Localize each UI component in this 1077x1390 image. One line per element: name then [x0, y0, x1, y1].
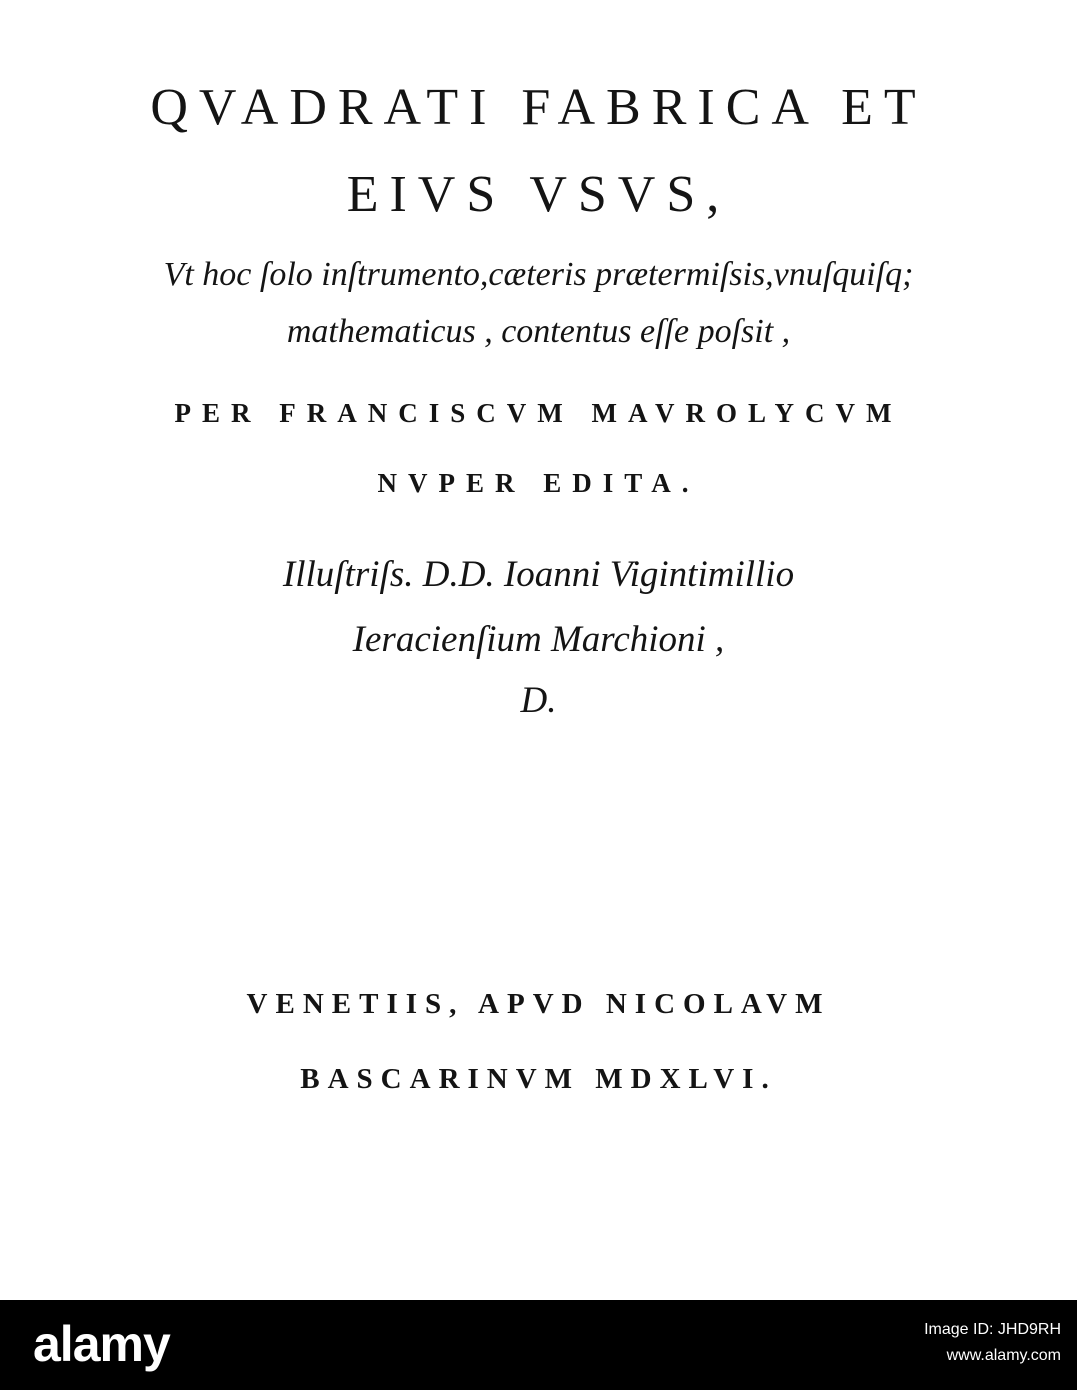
- imprint-line-1: VENETIIS, APVD NICOLAVM: [246, 988, 831, 1020]
- image-id: Image ID: JHD9RH: [924, 1321, 1061, 1338]
- imprint-line-2: BASCARINVM MDXLVI.: [300, 1063, 777, 1095]
- image-meta: [924, 1317, 1061, 1369]
- stock-footer-bar: [0, 1300, 1077, 1390]
- alamy-logo: [33, 1315, 170, 1373]
- title-line-2: EIVS VSVS,: [346, 166, 731, 223]
- dedication-line-2: Ieracienſium Marchioni ,: [352, 619, 725, 660]
- site-url: www.alamy.com: [946, 1347, 1061, 1364]
- title-line-1: QVADRATI FABRICA ET: [150, 79, 927, 136]
- subtitle-line-1: Vt hoc ſolo inſtrumento,cæteris prætermiſsis,vnuſquiſq;: [163, 256, 914, 293]
- dedication-line-3: D.: [520, 680, 557, 721]
- subtitle-line-2: mathematicus , contentus eſſe poſsit ,: [286, 313, 791, 350]
- dedication-line-1: Illuſtriſs. D.D. Ioanni Vigintimillio: [282, 554, 795, 595]
- author-line: PER FRANCISCVM MAVROLYCVM: [174, 398, 903, 428]
- brand-text: alamy: [33, 1316, 170, 1372]
- edition-line: NVPER EDITA.: [377, 468, 700, 498]
